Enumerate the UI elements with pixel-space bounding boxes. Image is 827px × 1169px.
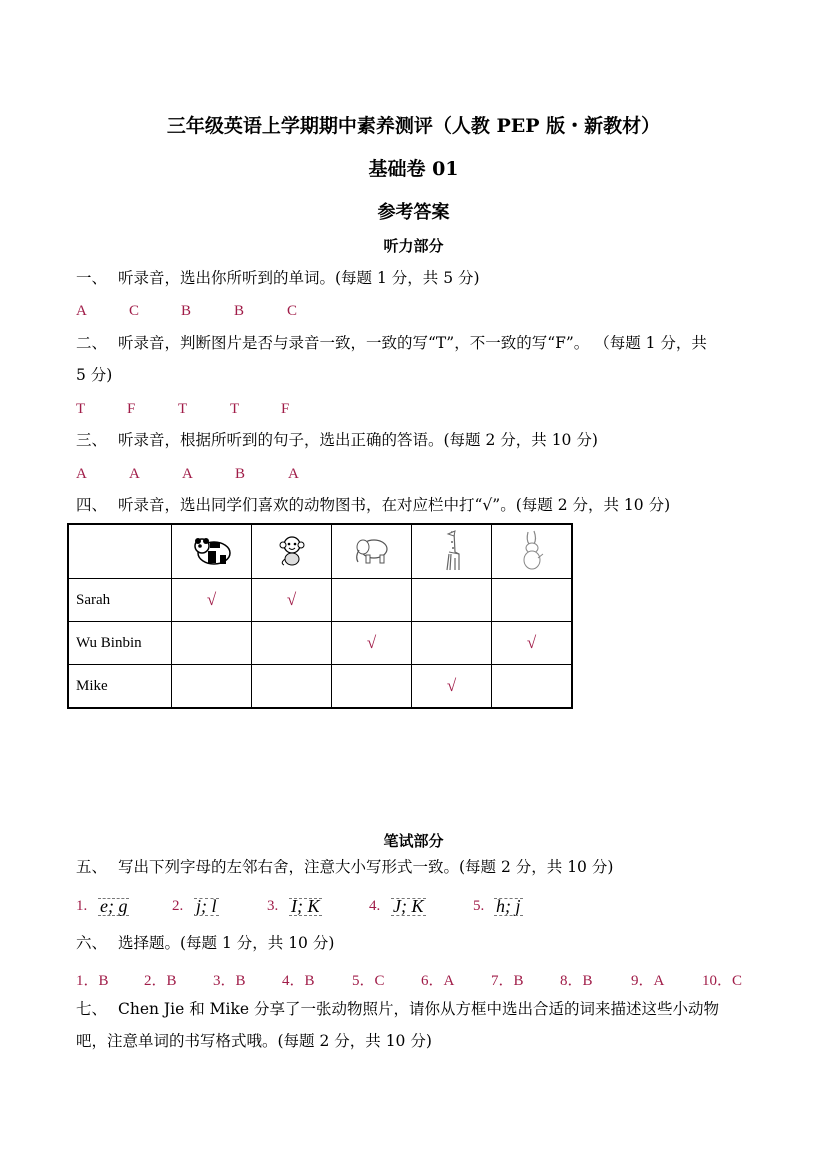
question-5	[76, 851, 613, 883]
letter-pair: J; K	[393, 896, 424, 916]
question-1	[76, 262, 480, 294]
question-text: 写出下列字母的左邻右舍，注意大小写形式一致。(每题 2 分，共 10 分)	[118, 858, 614, 876]
answer: C	[129, 303, 140, 319]
student-name: Wu Binbin	[68, 622, 172, 665]
item-number: 4.	[369, 898, 381, 914]
question-text: 听录音，根据所听到的句子，选出正确的答语。(每题 2 分，共 10 分)	[118, 431, 598, 449]
tick-cell: √	[252, 579, 332, 622]
letter-pair: h; j	[496, 896, 521, 916]
answer: 3．B	[213, 973, 246, 989]
question-text: 听录音，判断图片是否与录音一致，一致的写“T”，不一致的写“F”。 （每题 1 分，共	[118, 334, 707, 352]
listening-section-title: 听力部分	[383, 237, 444, 255]
question-number: 一、	[76, 269, 108, 287]
student-name: Mike	[68, 665, 172, 709]
letter-pair: I; K	[291, 896, 320, 916]
table-row	[68, 622, 572, 665]
student-name: Sarah	[68, 579, 172, 622]
letter-pair: j; l	[196, 896, 217, 916]
answer: 9．A	[631, 973, 665, 989]
question-text: 听录音，选出同学们喜欢的动物图书，在对应栏中打“√”。(每题 2 分，共 10 分)	[118, 496, 671, 514]
answer: 6．A	[421, 973, 455, 989]
question-7-line2: 吧，注意单词的书写格式哦。(每题 2 分，共 10 分)	[76, 1032, 432, 1050]
answer: 2．B	[144, 973, 177, 989]
answer: 5．C	[352, 973, 385, 989]
answer: A	[182, 466, 193, 482]
tick-cell	[172, 622, 252, 665]
tick-cell: √	[412, 665, 492, 709]
panda-icon	[172, 524, 252, 579]
question-number: 七、	[76, 1000, 108, 1018]
item-number: 3.	[267, 898, 279, 914]
question-number: 三、	[76, 431, 108, 449]
item-number: 2.	[172, 898, 184, 914]
item-number: 1.	[76, 898, 88, 914]
tick-cell	[412, 579, 492, 622]
question-number: 四、	[76, 496, 108, 514]
question-number: 二、	[76, 334, 108, 352]
tick-cell	[492, 665, 573, 709]
animal-table	[67, 523, 573, 709]
answer: 7．B	[491, 973, 524, 989]
answer: T	[76, 401, 86, 417]
answer: A	[76, 466, 87, 482]
answer: F	[281, 401, 290, 417]
tick-cell: √	[332, 622, 412, 665]
item-number: 5.	[473, 898, 485, 914]
monkey-icon	[252, 524, 332, 579]
table-corner-cell	[68, 524, 172, 579]
question-7	[76, 993, 719, 1025]
writing-section-title: 笔试部分	[383, 832, 444, 850]
tick-cell	[332, 579, 412, 622]
tick-cell: √	[492, 622, 573, 665]
page-subtitle: 基础卷 01	[368, 158, 459, 180]
answer: B	[234, 303, 245, 319]
question-2-line2: 5 分)	[76, 366, 113, 384]
question-text: 听录音，选出你所听到的单词。(每题 1 分，共 5 分)	[118, 269, 480, 287]
answer: B	[181, 303, 192, 319]
question-text: Chen Jie 和 Mike 分享了一张动物照片，请你从方框中选出合适的词来描述这些小动物	[118, 1000, 719, 1018]
question-6	[76, 927, 334, 959]
tick-cell	[332, 665, 412, 709]
page-title: 三年级英语上学期期中素养测评（人教 PEP 版・新教材）	[166, 115, 661, 137]
letter-pair: e; g	[100, 896, 128, 916]
answer-label: 参考答案	[377, 202, 450, 223]
giraffe-icon	[412, 524, 492, 579]
answer: C	[287, 303, 298, 319]
table-row	[68, 665, 572, 709]
answer: A	[76, 303, 87, 319]
question-number: 五、	[76, 858, 108, 876]
answer: 8．B	[560, 973, 593, 989]
tick-cell	[492, 579, 573, 622]
answer: B	[235, 466, 246, 482]
answer: 10．C	[702, 973, 743, 989]
answer: 4．B	[282, 973, 315, 989]
tick-cell: √	[172, 579, 252, 622]
rabbit-icon	[492, 524, 573, 579]
answer: F	[127, 401, 136, 417]
answer: 1．B	[76, 973, 109, 989]
table-header-row	[68, 524, 572, 579]
answer: A	[288, 466, 299, 482]
letter-answers	[76, 896, 576, 920]
question-2	[76, 327, 707, 359]
question-4	[76, 489, 670, 521]
tick-cell	[412, 622, 492, 665]
elephant-icon	[332, 524, 412, 579]
question-3	[76, 424, 598, 456]
question-text: 选择题。(每题 1 分，共 10 分)	[118, 934, 335, 952]
table-row	[68, 579, 572, 622]
answer: A	[129, 466, 140, 482]
tick-cell	[252, 665, 332, 709]
tick-cell	[252, 622, 332, 665]
question-number: 六、	[76, 934, 108, 952]
answer: T	[230, 401, 240, 417]
answer: T	[178, 401, 188, 417]
tick-cell	[172, 665, 252, 709]
